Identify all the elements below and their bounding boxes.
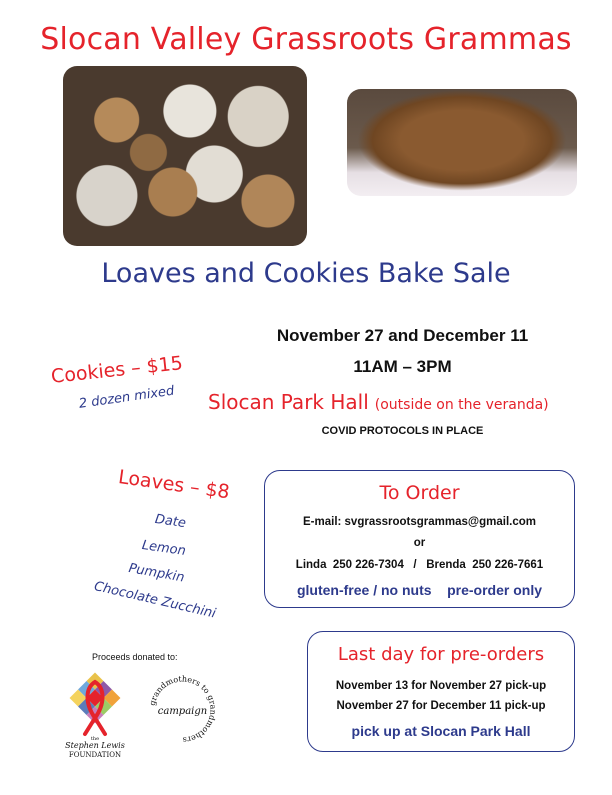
loaf-variety: Chocolate Zucchini: [92, 579, 218, 622]
pickup-location: pick up at Slocan Park Hall: [351, 723, 531, 739]
location-name: Slocan Park Hall: [208, 390, 369, 414]
preorder-deadline-2: November 27 for December 11 pick-up: [336, 700, 546, 712]
page-title: Slocan Valley Grassroots Grammas: [40, 22, 572, 57]
preorder-title: Last day for pre-orders: [337, 644, 545, 665]
stephen-lewis-foundation-logo: [55, 668, 135, 760]
gtg-center-text: campaign: [157, 706, 208, 717]
loaf-photo: [347, 89, 577, 196]
grandmothers-campaign-logo: [145, 672, 220, 747]
order-email: E-mail: svgrassrootsgrammas@gmail.com: [303, 516, 536, 528]
location-note: (outside on the veranda): [374, 397, 549, 413]
slf-logo-text: the: [90, 736, 100, 742]
event-location: [208, 390, 549, 414]
preorder-deadline-1: November 13 for November 27 pick-up: [335, 680, 547, 692]
slf-logo-text: Stephen Lewis: [65, 741, 125, 750]
loaf-variety: Date: [153, 512, 187, 532]
order-or: or: [413, 537, 426, 549]
loaf-variety: Pumpkin: [127, 561, 186, 586]
order-title: To Order: [379, 482, 460, 504]
order-phones: Linda 250 226-7304 / Brenda 250 226-7661: [295, 559, 544, 571]
proceeds-note: Proceeds donated to:: [92, 652, 178, 662]
gtg-ring-text: grandmothers to grandmothers: [147, 674, 218, 745]
event-dates: November 27 and December 11: [276, 326, 529, 345]
order-notes: gluten-free / no nuts pre-order only: [296, 582, 542, 598]
cookies-photo: [63, 66, 307, 246]
cookies-price: Cookies – $15: [50, 352, 184, 388]
covid-notice: COVID PROTOCOLS IN PLACE: [321, 425, 484, 437]
event-time: 11AM – 3PM: [353, 357, 452, 376]
cookies-description: 2 dozen mixed: [78, 383, 176, 412]
loaves-price: Loaves – $8: [116, 466, 232, 504]
event-subtitle: Loaves and Cookies Bake Sale: [101, 258, 511, 289]
loaf-variety: Lemon: [140, 538, 187, 559]
slf-logo-text: FOUNDATION: [68, 751, 122, 759]
